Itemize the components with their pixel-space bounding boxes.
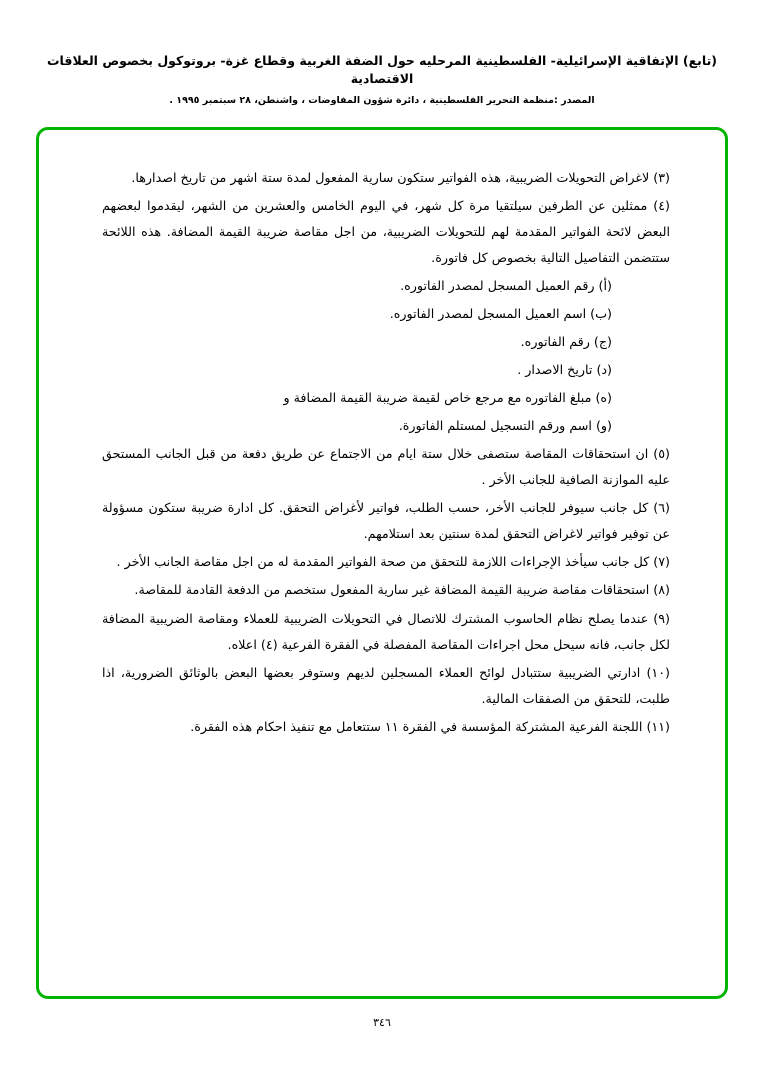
paragraph-item-4-e: (ه) مبلغ الفاتوره مع مرجع خاص لقيمة ضريبة القيمة المضافة و [283, 390, 612, 406]
source-line: المصدر :منظمة التحرير الفلسطينية ، دائرة شؤون المفاوضات ، واشنطن، ٢٨ سبتمبر ١٩٩٥ . [169, 95, 595, 106]
paragraph-item-7: (٧) كل جانب سيأخذ الإجراءات اللازمة للتحقق من صحة الفواتير المقدمة له من اجل مقاصة الجانب الأخر . [116, 554, 670, 570]
paragraph-item-6: (٦) كل جانب سيوفر للجانب الأخر، حسب الطلب، فواتير لأغراض التحقق. كل ادارة ضريبة ستكون مسؤولة عن توفير فواتير لاغراض التحقق لمدة سنتين بعد استلامهم. [102, 500, 670, 542]
paragraph-item-4-d: (د) تاريخ الاصدار . [517, 362, 612, 378]
paragraph-item-8: (٨) استحقاقات مقاصة ضريبة القيمة المضافة غير سارية المفعول ستخصم من الدفعة القادمة للمقاصة. [134, 582, 670, 598]
page-title: (تابع) الإتفاقية الإسرائيلية- الفلسطينية المرحليه حول الضفة الغربية وقطاع غزة- بروتوكول بخصوص العلاقات الاقتصادية [47, 53, 717, 86]
paragraph-item-4-b: (ب) اسم العميل المسجل لمصدر الفاتوره. [389, 306, 612, 322]
paragraph-item-5: (٥) ان استحقاقات المقاصة ستصفى خلال ستة ايام من الاجتماع عن طريق دفعة من قبل الجانب المستحق عليه الموازنة الصافية للجانب الأخر . [102, 446, 670, 488]
paragraph-item-11: (١١) اللجنة الفرعية المشتركة المؤسسة في الفقرة ١١ ستتعامل مع تنفيذ احكام هذه الفقرة. [190, 718, 670, 734]
paragraph-item-9: (٩) عندما يصلح نظام الحاسوب المشترك للاتصال في التحويلات الضريبية للعملاء ومقاصة الضريبية المضافة لكل جانب، فانه سيحل محل اجراءات المقاصة المفصلة في الفقرة الفرعية (٤) اعلاه. [102, 610, 670, 652]
paragraph-item-4-a: (أ) رقم العميل المسجل لمصدر الفاتوره. [400, 278, 612, 294]
paragraph-item-10: (١٠) ادارتي الضريبية ستتبادل لوائح العملاء المسجلين لديهم وستوفر بعضها البعض بالوثائق الضرورية، اذا طلبت، للتحقق من الصفقات المالية. [102, 664, 670, 706]
paragraph-item-3: (٣) لاغراض التحويلات الضريبية، هذه الفواتير ستكون سارية المفعول لمدة ستة اشهر من تاريخ اصدارها. [131, 170, 670, 185]
paragraph-item-4-c: (ج) رقم الفاتوره. [520, 334, 612, 350]
paragraph-item-4-f: (و) اسم ورقم التسجيل لمستلم الفاتورة. [398, 418, 612, 434]
document-body [36, 165, 728, 742]
document-header [0, 52, 764, 106]
page-number: ٣٤٦ [373, 1016, 391, 1029]
paragraph-item-4: (٤) ممثلين عن الطرفين سيلتقيا مرة كل شهر، في اليوم الخامس والعشرين من الشهر، ليقدموا لبعضهم البعض لائحة الفواتير المقدمة لهم للتحويلات الضريبية، من اجل مقاصة ضريبة القيمة المضافة. هذه اللائحة ستتضمن التفاصيل التالية بخصوص كل فاتورة. [102, 198, 670, 266]
